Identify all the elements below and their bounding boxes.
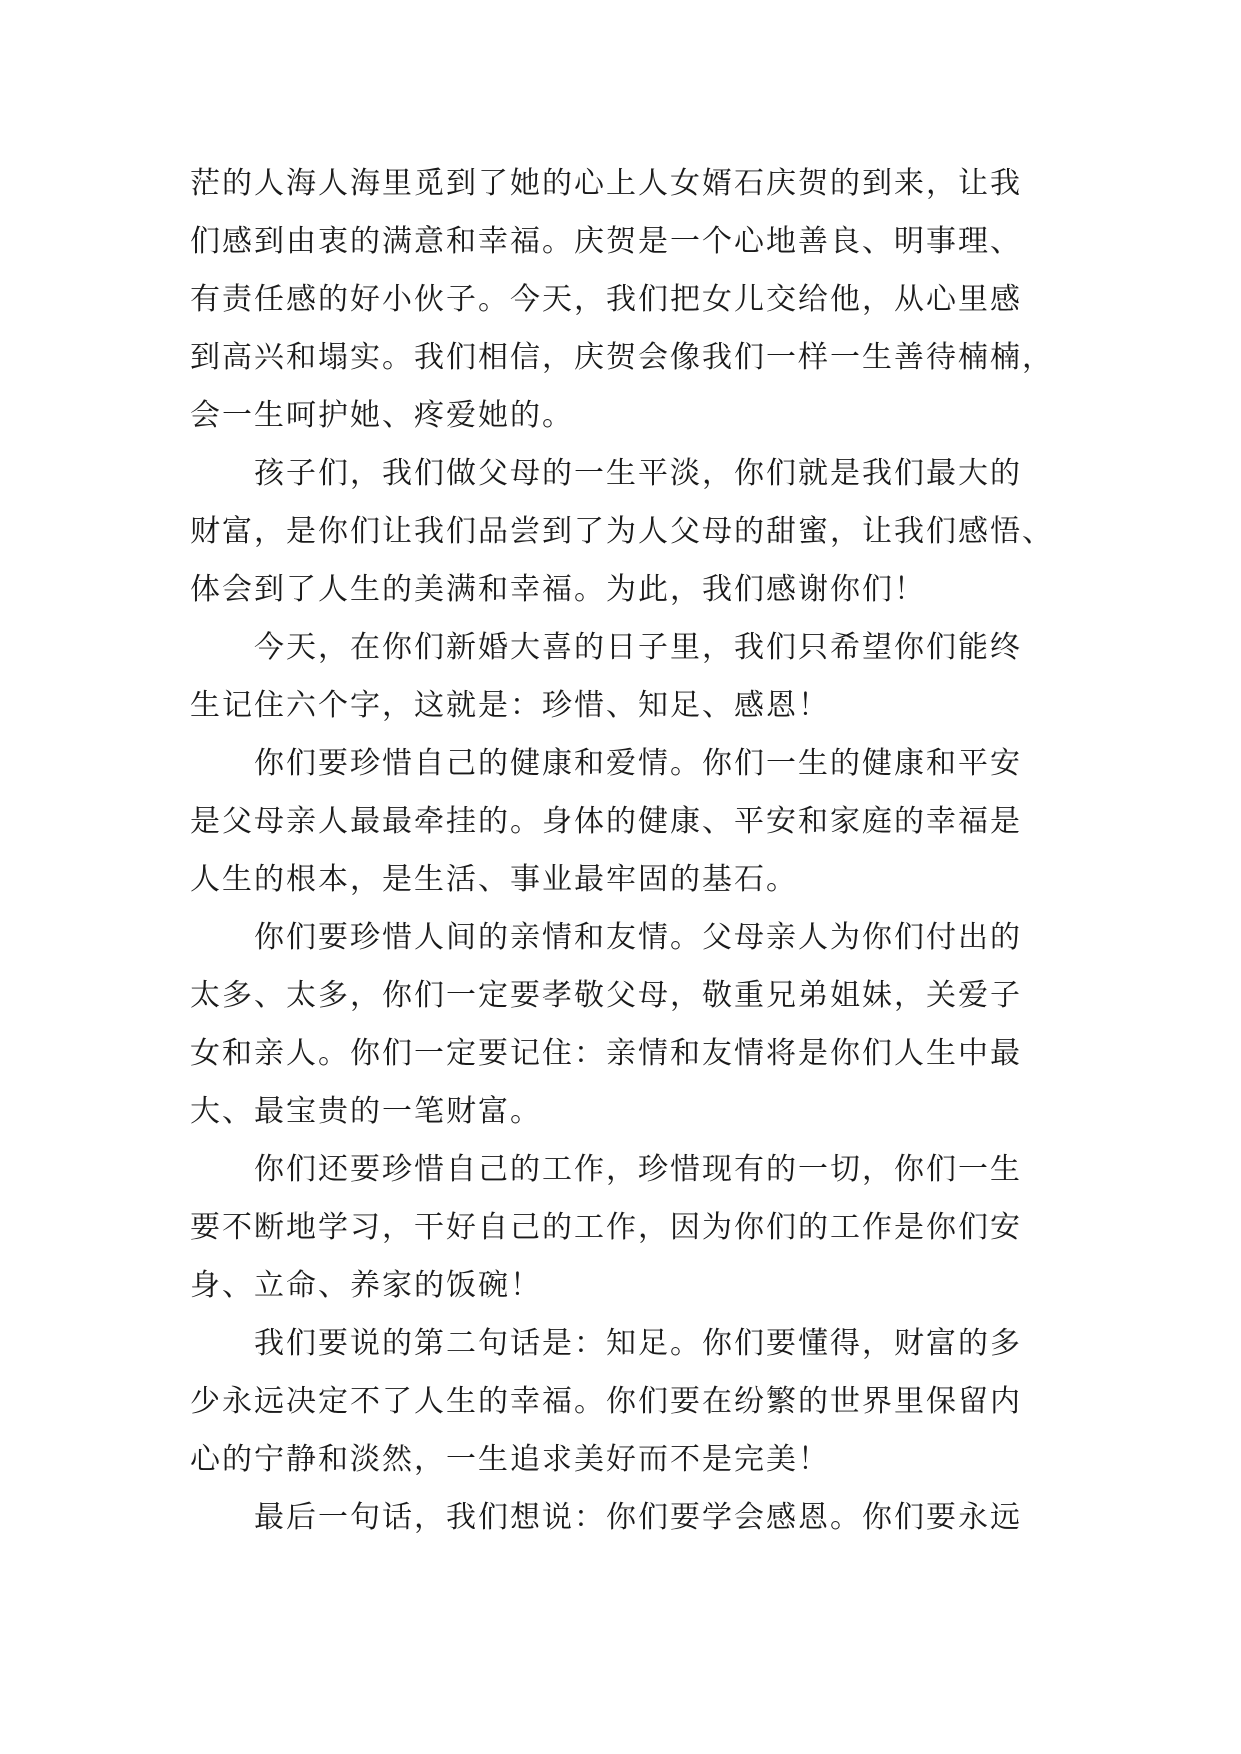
text-line: 心的宁静和淡然，一生追求美好而不是完美！ — [190, 1442, 830, 1477]
text-line: 你们还要珍惜自己的工作，珍惜现有的一切，你们一生 — [190, 1152, 1022, 1187]
text-line: 到高兴和塌实。我们相信，庆贺会像我们一样一生善待楠楠， — [190, 340, 1054, 375]
text-line: 身、立命、养家的饭碗！ — [190, 1268, 542, 1303]
text-line: 体会到了人生的美满和幸福。为此，我们感谢你们！ — [190, 572, 926, 607]
text-line: 我们要说的第二句话是：知足。你们要懂得，财富的多 — [190, 1326, 1022, 1361]
text-line: 有责任感的好小伙子。今天，我们把女儿交给他，从心里感 — [190, 282, 1022, 317]
text-line: 茫的人海人海里觅到了她的心上人女婿石庆贺的到来，让我 — [190, 166, 1022, 201]
text-line: 人生的根本，是生活、事业最牢固的基石。 — [190, 862, 798, 897]
text-line: 太多、太多，你们一定要孝敬父母，敬重兄弟姐妹，关爱子 — [190, 978, 1022, 1013]
text-line: 少永远决定不了人生的幸福。你们要在纷繁的世界里保留内 — [190, 1384, 1022, 1419]
text-line: 会一生呵护她、疼爱她的。 — [190, 398, 574, 433]
text-line: 是父母亲人最最牵挂的。身体的健康、平安和家庭的幸福是 — [190, 804, 1022, 839]
text-line: 女和亲人。你们一定要记住：亲情和友情将是你们人生中最 — [190, 1036, 1022, 1071]
text-line: 你们要珍惜人间的亲情和友情。父母亲人为你们付出的 — [190, 920, 1022, 955]
text-line: 财富，是你们让我们品尝到了为人父母的甜蜜，让我们感悟、 — [190, 514, 1054, 549]
text-line: 要不断地学习，干好自己的工作，因为你们的工作是你们安 — [190, 1210, 1022, 1245]
text-line: 大、最宝贵的一笔财富。 — [190, 1094, 542, 1129]
body-text — [190, 155, 1060, 1547]
text-line: 孩子们，我们做父母的一生平淡，你们就是我们最大的 — [190, 456, 1022, 491]
text-line: 你们要珍惜自己的健康和爱情。你们一生的健康和平安 — [190, 746, 1022, 781]
text-line: 今天，在你们新婚大喜的日子里，我们只希望你们能终 — [190, 630, 1022, 665]
text-line: 最后一句话，我们想说：你们要学会感恩。你们要永远 — [190, 1500, 1022, 1535]
text-line: 生记住六个字，这就是：珍惜、知足、感恩！ — [190, 688, 830, 723]
text-line: 们感到由衷的满意和幸福。庆贺是一个心地善良、明事理、 — [190, 224, 1022, 259]
